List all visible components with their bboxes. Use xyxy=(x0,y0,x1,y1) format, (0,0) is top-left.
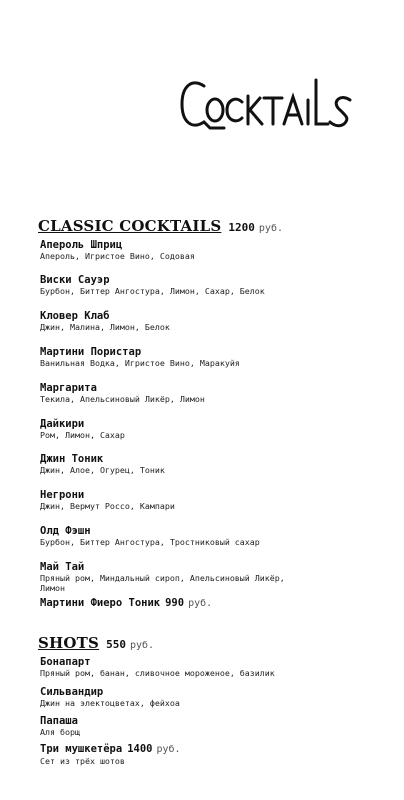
cocktails-logo xyxy=(178,72,374,138)
shots-section-header xyxy=(38,634,154,652)
item-description: Апероль, Игристое Вино, Содовая xyxy=(40,251,195,261)
item-description: Текила, Апельсиновый Ликёр, Лимон xyxy=(40,394,205,404)
item-description: Аля борщ xyxy=(40,727,80,737)
section-title: CLASSIC COCKTAILS xyxy=(38,217,222,235)
item-description: Ванильная Водка, Игристое Вино, Маракуйя xyxy=(40,358,240,368)
item-name-text: Три мушкетёра xyxy=(40,743,123,755)
item-description: Джин, Малина, Лимон, Белок xyxy=(40,322,170,332)
item-price: 1400 xyxy=(127,743,153,755)
item-description: Джин, Алое, Огурец, Тоник xyxy=(40,465,165,475)
menu-item xyxy=(40,686,390,708)
menu-item xyxy=(40,525,390,547)
menu-item xyxy=(40,310,390,332)
special-name: Мартини Фиеро Тоник xyxy=(40,597,161,609)
menu-item xyxy=(40,274,390,296)
currency: руб. xyxy=(156,744,181,755)
item-name: Кловер Клаб xyxy=(40,310,110,322)
item-name: Апероль Шприц xyxy=(40,239,123,251)
currency: руб. xyxy=(129,640,155,651)
currency: руб. xyxy=(258,223,283,234)
item-name: Дайкири xyxy=(40,418,85,430)
item-name: Мартини Пористар xyxy=(40,346,142,358)
item-name: Маргарита xyxy=(40,382,97,394)
item-description: Джин на электоцветах, фейхоа xyxy=(40,698,180,708)
item-name: Виски Сауэр xyxy=(40,274,110,286)
item-name xyxy=(40,597,390,610)
menu-item xyxy=(40,743,390,766)
menu-item xyxy=(40,561,390,593)
item-description: Пряный ром, банан, сливочное мороженое, базилик xyxy=(40,668,275,678)
classic-section-header xyxy=(38,217,283,235)
menu-item xyxy=(40,453,390,475)
section-title: SHOTS xyxy=(38,634,100,652)
item-name: Олд Фэшн xyxy=(40,525,91,537)
item-name: Джин Тоник xyxy=(40,453,104,465)
item-name: Папаша xyxy=(40,715,78,727)
price-value: 550 xyxy=(106,638,126,651)
item-name: Сильвандир xyxy=(40,686,104,698)
menu-item xyxy=(40,418,390,440)
item-description: Пряный ром, Миндальный сироп, Апельсиновый Ликёр, Лимон xyxy=(40,573,285,593)
item-price: 990 xyxy=(165,597,185,609)
menu-item xyxy=(40,489,390,511)
menu-item-special xyxy=(40,597,390,610)
section-price xyxy=(106,638,154,651)
price-value: 1200 xyxy=(228,221,255,234)
item-description: Бурбон, Биттер Ангостура, Лимон, Сахар, Белок xyxy=(40,286,265,296)
item-name xyxy=(40,743,390,756)
menu-item xyxy=(40,382,390,404)
item-description: Бурбон, Биттер Ангостура, Тростниковый сахар xyxy=(40,537,260,547)
menu-item xyxy=(40,715,390,737)
menu-item xyxy=(40,239,390,261)
item-name: Май Тай xyxy=(40,561,85,573)
section-price xyxy=(228,221,283,234)
item-name: Бонапарт xyxy=(40,656,91,668)
item-description: Сет из трёх шотов xyxy=(40,756,125,766)
currency: руб. xyxy=(188,598,213,609)
menu-item xyxy=(40,346,390,368)
menu-item xyxy=(40,656,390,678)
cocktails-logo-art xyxy=(178,72,374,138)
item-description: Ром, Лимон, Сахар xyxy=(40,430,125,440)
item-description: Джин, Вермут Россо, Кампари xyxy=(40,501,175,511)
item-name: Негрони xyxy=(40,489,85,501)
